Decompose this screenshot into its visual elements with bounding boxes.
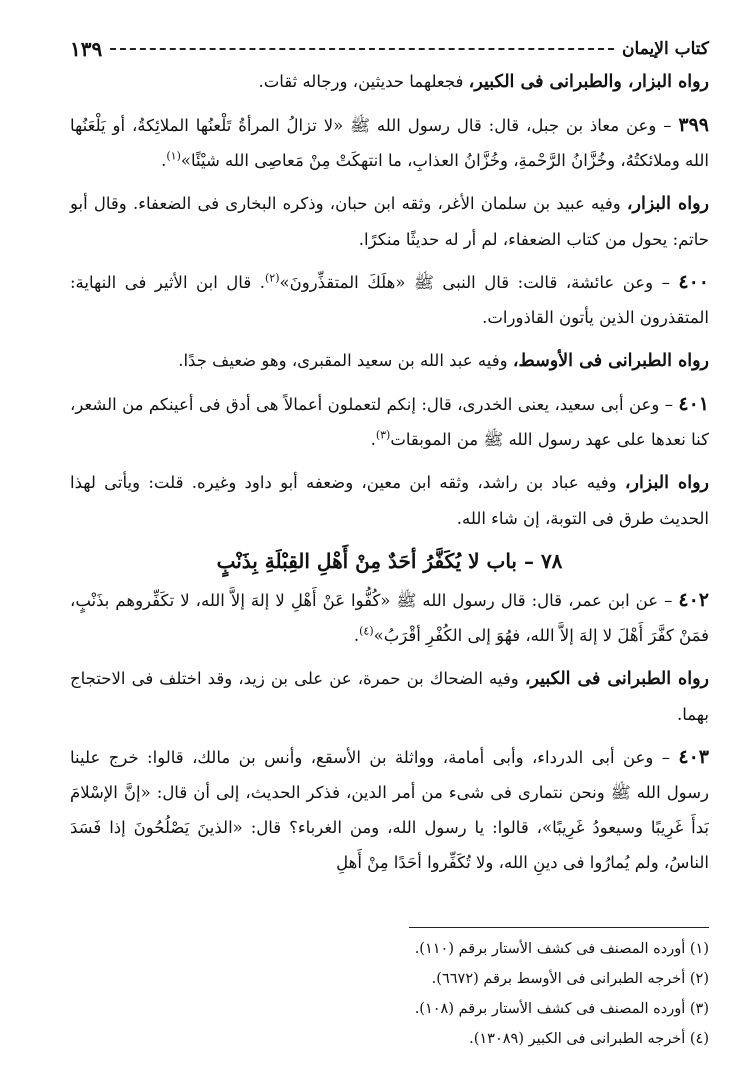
paragraph: رواه البزار، وفيه عبيد بن سلمان الأغر، وثقه ابن حبان، وذكره البخارى فى الضعفاء. وقال أبو حاتم: يحول من كتاب الضعفاء، لم أر له حديثًا منكرًا. — [70, 194, 709, 249]
footnotes — [70, 934, 709, 1054]
footnote: (٣) أورده المصنف فى كشف الأستار برقم (١٠٨). — [414, 1001, 709, 1017]
paragraph: رواه البزار، والطبرانى فى الكبير، فجعلهما حديثين، ورجاله ثقات. — [258, 72, 709, 92]
footnote-ref: (٤) — [359, 624, 374, 638]
hadith-402: ٤٠٢ – عن ابن عمر، قال: قال رسول الله ﷺ «كُفُّوا عَنْ أَهْلِ لا إلهَ إلاَّ الله، لا تكَفِّروهم بذَنْبٍ، فمَنْ كفَّرَ أَهْلَ لا إلهَ إلاَّ الله، فهُوَ إلى الكُفْرِ أقْرَبُ»$^{(٤)}$. — [70, 589, 709, 645]
page-header — [70, 34, 709, 64]
hadith-399: ٣٩٩ – وعن معاذ بن جبل، قال: قال رسول الله ﷺ «لا تزالُ المرأةُ تَلْعنُها الملائِكةُ، أو يَلْعَنُها الله وملائكتُهُ، وخُزَّانُ الرَّحْمةِ، وخُزَّانُ العذابِ، ما انتهكَتْ مِنْ مَعاصِى الله شيْئًا»$^{(١)}$. — [70, 114, 709, 170]
footnote-rule — [409, 927, 709, 928]
hadith-number: ٤٠٠ — [678, 271, 709, 293]
hadith-400: ٤٠٠ – وعن عائشة، قالت: قال النبى ﷺ «هلَكَ المتقذِّرونَ»$^{(٢)}$. قال ابن الأثير فى النهاية: المتقذرون الذين يأتون القاذورات. — [70, 271, 709, 327]
book-title: كتاب الإيمان — [622, 39, 709, 59]
footnote-ref: (١) — [166, 149, 181, 163]
hadith-403: ٤٠٣ – وعن أبى الدرداء، وأبى أمامة، وواثلة بن الأسقع، وأنس بن مالك، قالوا: خرج علينا رسول الله ﷺ ونحن نتمارى فى شىء من أمر الدين، فذكر الحديث، إلى أن قال: «إنَّ الإسْلامَ بَدأَ غَرِيبًا وسيعودُ غَرِيبًا»، قالوا: يا رسول الله، ومن الغرباء؟ قال: «الذينَ يَصْلُحُونَ إذا فَسَدَ الناسُ، ولم يُمارُوا فى دينِ الله، ولا تُكَفِّروا أحَدًا مِنْ أَهلِ — [70, 746, 709, 872]
hadith-number: ٤٠٢ — [678, 589, 709, 611]
footnote: (١) أورده المصنف فى كشف الأستار برقم (١١٠). — [414, 941, 709, 957]
hadith-number: ٤٠١ — [678, 393, 709, 415]
hadith-number: ٤٠٣ — [678, 746, 709, 768]
footnote-ref: (٣) — [375, 428, 391, 442]
footnote-ref: (٢) — [264, 271, 280, 285]
chapter-heading: ٧٨ – باب لا يُكَفَّرُ أحَدٌ مِنْ أَهْلِ القِبْلَةِ بِذَنْبٍ — [216, 549, 563, 573]
hadith-number: ٣٩٩ — [678, 114, 709, 136]
paragraph: رواه الطبرانى فى الأوسط، وفيه عبد الله بن سعيد المقبرى، وهو ضعيف جدًا. — [178, 351, 709, 371]
page-number: ١٣٩ — [70, 37, 103, 61]
hadith-401: ٤٠١ – وعن أبى سعيد، يعنى الخدرى، قال: إنكم لتعملون أعمالاً هى أدق فى أعينكم من الشعر، كنا نعدها على عهد رسول الله ﷺ من الموبقات$^{(٣)}$. — [70, 393, 709, 449]
footnote: (٢) أخرجه الطبرانى فى الأوسط برقم (٦٦٧٢). — [431, 971, 709, 987]
footnote: (٤) أخرجه الطبرانى فى الكبير (١٣٠٨٩). — [469, 1031, 709, 1047]
header-dashed-rule — [110, 48, 614, 50]
paragraph: رواه البزار، وفيه عباد بن راشد، وثقه ابن معين، وضعفه أبو داود وغيره. قلت: ويأتى لهذا الحديث طرق فى التوبة، إن شاء الله. — [70, 473, 709, 528]
paragraph: رواه الطبرانى فى الكبير، وفيه الضحاك بن حمرة، عن على بن زيد، وقد اختلف فى الاحتجاج بهما. — [70, 669, 709, 724]
page-body — [70, 64, 709, 888]
